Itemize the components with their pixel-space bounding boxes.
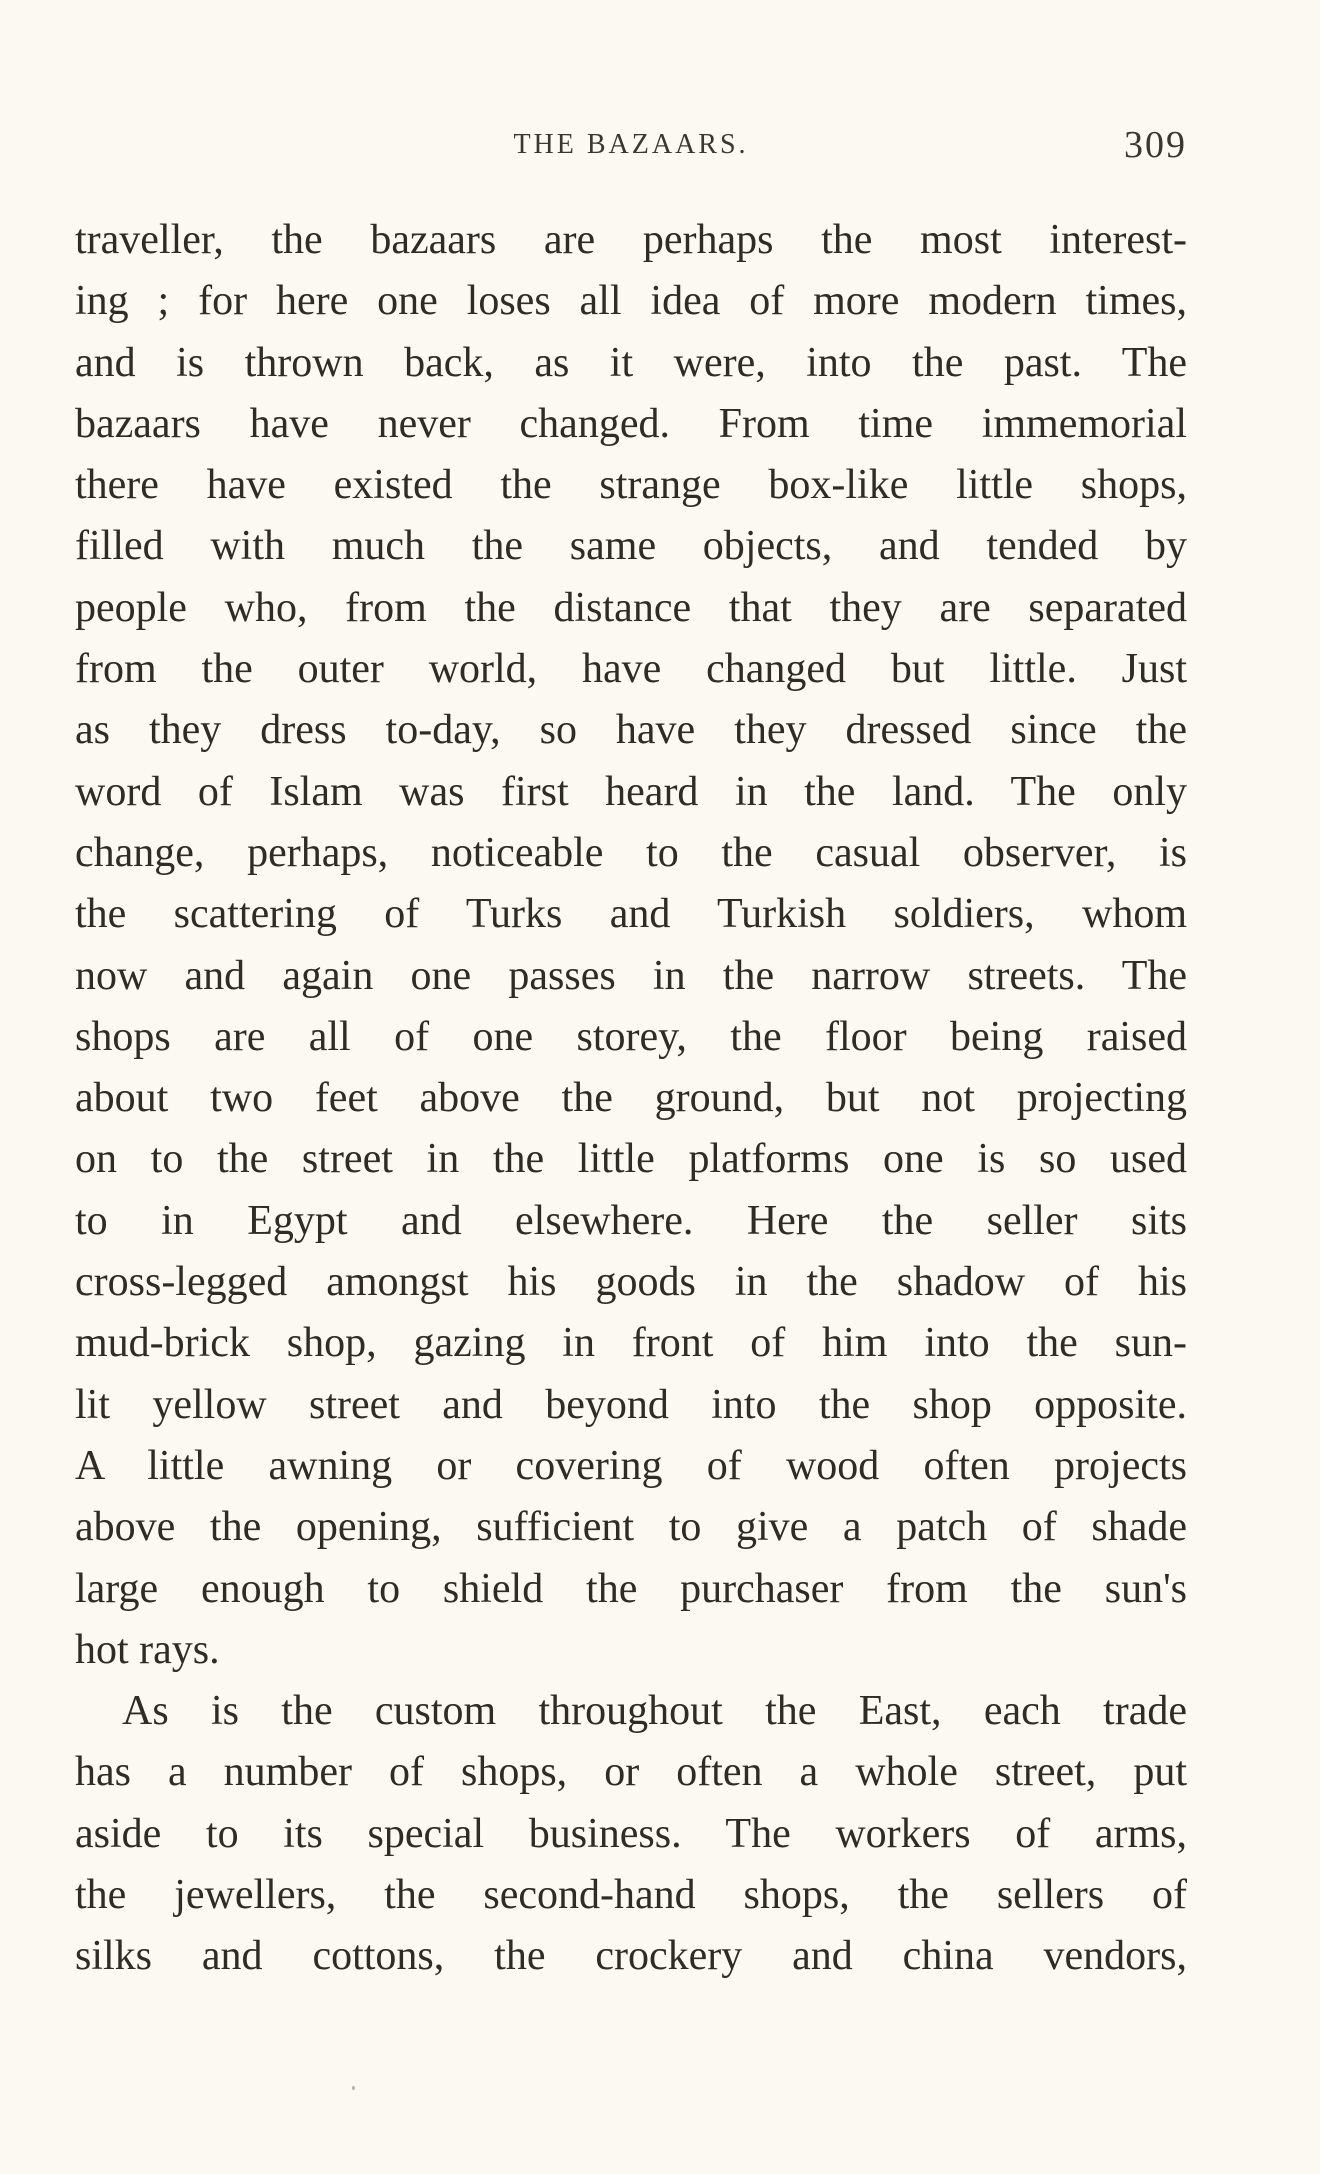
text-line: and is thrown back, as it were, into the past. The: [75, 339, 1187, 386]
text-line: ing ; for here one loses all idea of more modern times,: [75, 278, 1187, 325]
text-line: has a number of shops, or often a whole street, put: [75, 1749, 1187, 1796]
text-line: as they dress to-day, so have they dressed since the: [75, 707, 1187, 754]
text-line: traveller, the bazaars are perhaps the most interest-: [75, 217, 1187, 263]
text-line: the jewellers, the second-hand shops, the sellers of: [75, 1872, 1187, 1919]
text-line: lit yellow street and beyond into the shop opposite.: [75, 1381, 1187, 1428]
text-line: bazaars have never changed. From time immemorial: [75, 400, 1187, 447]
text-line: cross-legged amongst his goods in the shadow of his: [75, 1259, 1187, 1306]
text-line: change, perhaps, noticeable to the casual observer, is: [75, 829, 1187, 876]
text-line: A little awning or covering of wood often projects: [75, 1442, 1187, 1489]
text-line: large enough to shield the purchaser from the sun's: [75, 1565, 1187, 1612]
text-line: to in Egypt and elsewhere. Here the seller sits: [75, 1197, 1187, 1244]
text-line: As is the custom throughout the East, each trade: [122, 1688, 1187, 1735]
text-line: from the outer world, have changed but little. Just: [75, 646, 1187, 693]
running-header: [75, 120, 1187, 170]
text-line: mud-brick shop, gazing in front of him into the sun-: [75, 1320, 1187, 1367]
text-line: now and again one passes in the narrow streets. The: [75, 952, 1187, 999]
text-line: people who, from the distance that they are separated: [75, 584, 1187, 631]
text-line: on to the street in the little platforms one is so used: [75, 1136, 1187, 1183]
paper-speck: [352, 2086, 355, 2090]
text-line: there have existed the strange box-like little shops,: [75, 462, 1187, 509]
text-line: hot rays.: [75, 1626, 220, 1673]
text-line: above the opening, sufficient to give a patch of shade: [75, 1504, 1187, 1551]
text-line: aside to its special business. The workers of arms,: [75, 1810, 1187, 1857]
text-line: silks and cottons, the crockery and china vendors,: [75, 1933, 1187, 1980]
body-text: [75, 210, 1187, 1988]
page-number: 309: [1124, 124, 1187, 166]
running-title: THE BAZAARS.: [513, 129, 749, 160]
text-line: the scattering of Turks and Turkish soldiers, whom: [75, 891, 1187, 938]
text-line: shops are all of one storey, the floor being raised: [75, 1013, 1187, 1060]
text-line: word of Islam was first heard in the land. The only: [75, 768, 1187, 815]
text-line: about two feet above the ground, but not projecting: [75, 1075, 1187, 1122]
text-line: filled with much the same objects, and tended by: [75, 523, 1187, 570]
